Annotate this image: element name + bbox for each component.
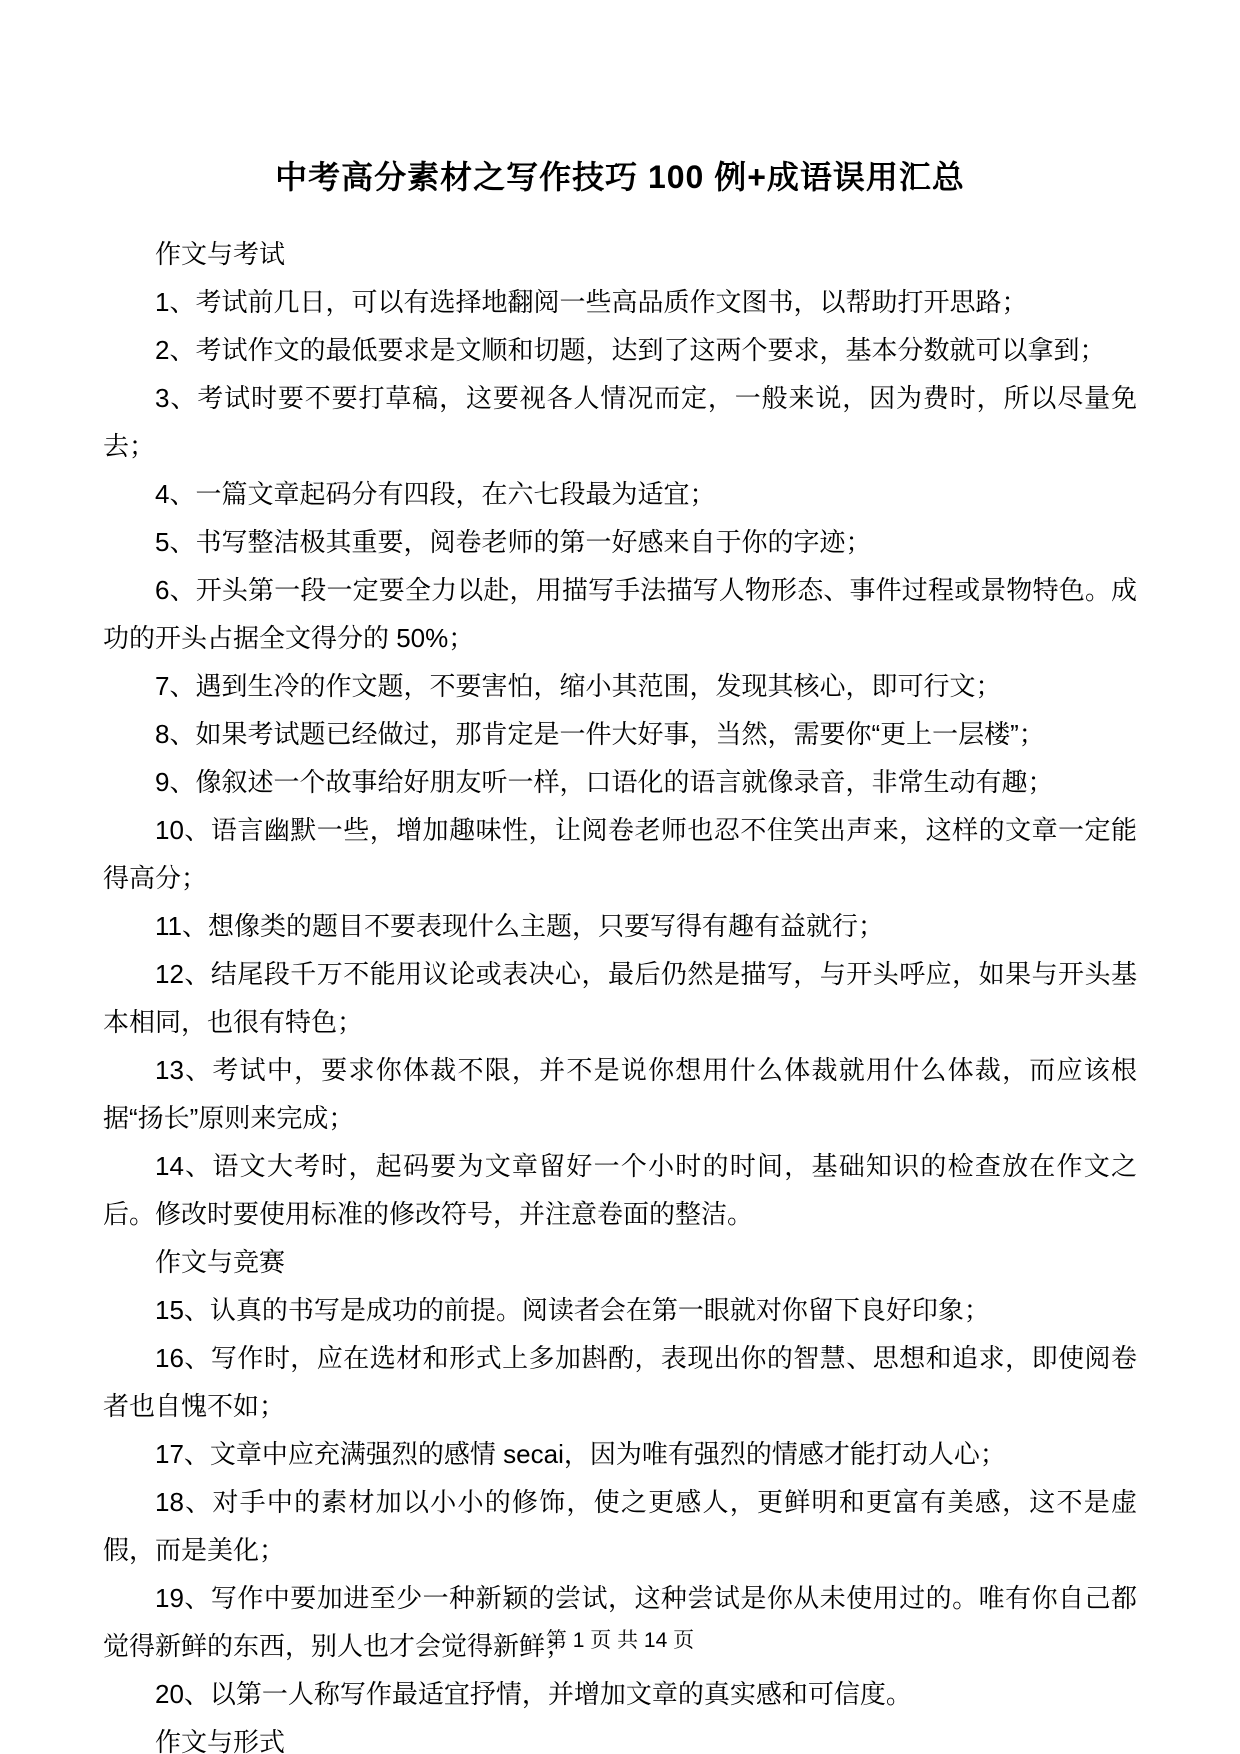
document-paragraph: 10、语言幽默一些，增加趣味性，让阅卷老师也忍不住笑出声来，这样的文章一定能得高分； bbox=[103, 815, 1137, 893]
document-paragraph: 9、像叙述一个故事给好朋友听一样，口语化的语言就像录音，非常生动有趣； bbox=[155, 767, 1054, 797]
document-paragraph: 作文与竞赛 bbox=[155, 1247, 286, 1277]
document-paragraph: 4、一篇文章起码分有四段，在六七段最为适宜； bbox=[155, 479, 716, 509]
document-paragraph: 15、认真的书写是成功的前提。阅读者会在第一眼就对你留下良好印象； bbox=[155, 1295, 990, 1325]
document-paragraph: 19、写作中要加进至少一种新颖的尝试，这种尝试是你从未使用过的。唯有你自己都觉得新鲜的东西，别人也才会觉得新鲜； bbox=[103, 1583, 1137, 1661]
document-paragraph: 作文与形式 bbox=[155, 1727, 286, 1754]
document-paragraph: 2、考试作文的最低要求是文顺和切题，达到了这两个要求，基本分数就可以拿到； bbox=[155, 335, 1106, 365]
document-paragraph: 18、对手中的素材加以小小的修饰，使之更感人，更鲜明和更富有美感，这不是虚假，而是美化； bbox=[103, 1487, 1137, 1565]
page-footer: 第 1 页 共 14 页 bbox=[545, 1629, 695, 1652]
page-title: 中考高分素材之写作技巧 100 例+成语误用汇总 bbox=[275, 159, 965, 195]
document-body bbox=[103, 230, 1137, 1754]
document-paragraph: 14、语文大考时，起码要为文章留好一个小时的时间，基础知识的检查放在作文之后。修改时要使用标准的修改符号，并注意卷面的整洁。 bbox=[103, 1151, 1137, 1229]
document-paragraph: 1、考试前几日，可以有选择地翻阅一些高品质作文图书，以帮助打开思路； bbox=[155, 287, 1028, 317]
document-paragraph: 13、考试中，要求你体裁不限，并不是说你想用什么体裁就用什么体裁，而应该根据“扬长”原则来完成； bbox=[103, 1055, 1137, 1133]
document-paragraph: 17、文章中应充满强烈的感情 secai，因为唯有强烈的情感才能打动人心； bbox=[155, 1439, 1006, 1469]
document-paragraph: 作文与考试 bbox=[155, 239, 286, 269]
document-paragraph: 11、想像类的题目不要表现什么主题，只要写得有趣有益就行； bbox=[155, 911, 884, 941]
document-paragraph: 7、遇到生冷的作文题，不要害怕，缩小其范围，发现其核心，即可行文； bbox=[155, 671, 1002, 701]
document-paragraph: 12、结尾段千万不能用议论或表决心，最后仍然是描写，与开头呼应，如果与开头基本相同，也很有特色； bbox=[103, 959, 1137, 1037]
document-paragraph: 6、开头第一段一定要全力以赴，用描写手法描写人物形态、事件过程或景物特色。成功的开头占据全文得分的 50%； bbox=[103, 575, 1137, 653]
document-paragraph: 3、考试时要不要打草稿，这要视各人情况而定，一般来说，因为费时，所以尽量免去； bbox=[103, 383, 1137, 461]
document-paragraph: 5、书写整洁极其重要，阅卷老师的第一好感来自于你的字迹； bbox=[155, 527, 872, 557]
document-paragraph: 8、如果考试题已经做过，那肯定是一件大好事，当然，需要你“更上一层楼”； bbox=[155, 719, 1045, 749]
document-paragraph: 20、以第一人称写作最适宜抒情，并增加文章的真实感和可信度。 bbox=[155, 1679, 912, 1709]
document-paragraph: 16、写作时，应在选材和形式上多加斟酌，表现出你的智慧、思想和追求，即使阅卷者也自愧不如； bbox=[103, 1343, 1137, 1421]
